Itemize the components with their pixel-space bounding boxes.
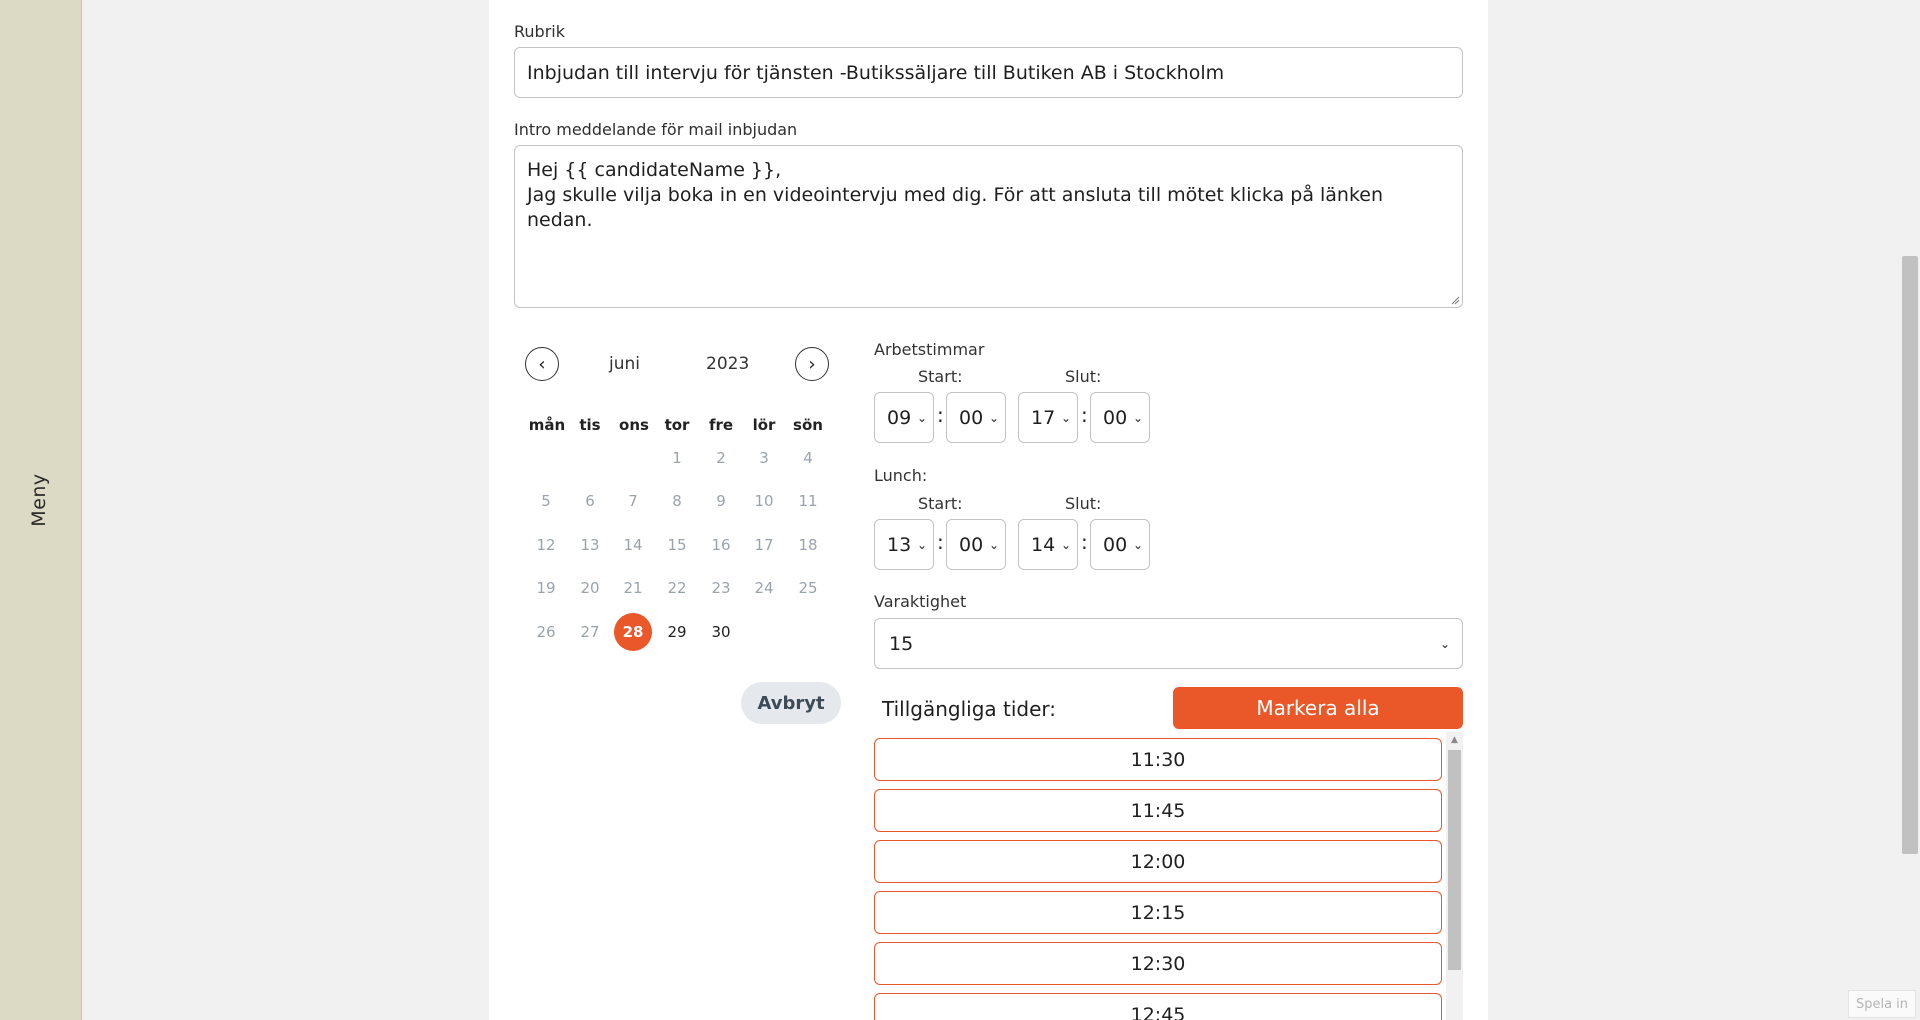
cancel-button[interactable]: Avbryt bbox=[741, 682, 841, 724]
calendar-day-selected[interactable]: 28 bbox=[614, 613, 652, 651]
time-separator: : bbox=[937, 530, 944, 554]
calendar-day: 16 bbox=[711, 536, 731, 554]
select-value: 00 bbox=[1103, 533, 1128, 556]
weekday-label: tis bbox=[579, 416, 601, 434]
calendar-day: 27 bbox=[580, 623, 600, 641]
chevron-down-icon: ⌄ bbox=[988, 537, 999, 552]
menu-toggle[interactable]: Meny bbox=[28, 473, 50, 527]
lunch-start-hour-select[interactable] bbox=[874, 519, 934, 570]
chevron-down-icon: ⌄ bbox=[1132, 410, 1143, 425]
lunch-end-minute-select[interactable] bbox=[1090, 519, 1150, 570]
duration-label: Varaktighet bbox=[874, 592, 967, 611]
select-value: 00 bbox=[959, 406, 984, 429]
work-end-label: Slut: bbox=[1065, 367, 1102, 386]
weekday-label: fre bbox=[708, 416, 734, 434]
intro-textarea[interactable] bbox=[514, 145, 1463, 308]
time-slot-button[interactable]: 11:30 bbox=[874, 738, 1442, 781]
select-value: 14 bbox=[1031, 533, 1056, 556]
side-menu bbox=[0, 0, 82, 1020]
work-start-hour-select[interactable] bbox=[874, 392, 934, 443]
calendar-day: 9 bbox=[716, 492, 726, 510]
calendar-day: 25 bbox=[798, 579, 818, 597]
time-slot-scrollbar-thumb[interactable] bbox=[1448, 750, 1461, 970]
next-month-button[interactable] bbox=[795, 347, 829, 381]
select-value: 00 bbox=[1103, 406, 1128, 429]
work-end-minute-select[interactable] bbox=[1090, 392, 1150, 443]
time-slot-button[interactable]: 12:15 bbox=[874, 891, 1442, 934]
work-start-label: Start: bbox=[918, 367, 963, 386]
chevron-down-icon: ⌄ bbox=[1060, 537, 1071, 552]
work-start-minute-select[interactable] bbox=[946, 392, 1006, 443]
chevron-down-icon: ⌄ bbox=[988, 410, 999, 425]
chevron-down-icon: ⌄ bbox=[916, 410, 927, 425]
time-slot-button[interactable]: 12:45 bbox=[874, 993, 1442, 1020]
calendar-day: 3 bbox=[759, 449, 769, 467]
chevron-down-icon: ⌄ bbox=[1439, 636, 1450, 651]
weekday-label: lör bbox=[752, 416, 776, 434]
duration-select[interactable] bbox=[874, 618, 1463, 669]
calendar-day: 6 bbox=[585, 492, 595, 510]
calendar-day: 22 bbox=[667, 579, 687, 597]
calendar-day: 1 bbox=[672, 449, 682, 467]
calendar-day: 7 bbox=[628, 492, 638, 510]
resize-grip-icon[interactable] bbox=[1450, 295, 1460, 305]
lunch-start-minute-select[interactable] bbox=[946, 519, 1006, 570]
calendar-day: 12 bbox=[536, 536, 556, 554]
calendar-day: 23 bbox=[711, 579, 731, 597]
calendar-day: 2 bbox=[716, 449, 726, 467]
subject-label: Rubrik bbox=[514, 22, 565, 41]
calendar-day: 17 bbox=[754, 536, 774, 554]
time-separator: : bbox=[937, 403, 944, 427]
scroll-up-icon[interactable]: ▲ bbox=[1451, 735, 1458, 745]
calendar-day: 14 bbox=[623, 536, 643, 554]
intro-label: Intro meddelande för mail inbjudan bbox=[514, 120, 798, 139]
select-value: 09 bbox=[887, 406, 912, 429]
chevron-right-icon: › bbox=[808, 353, 816, 375]
page-scrollbar-thumb[interactable] bbox=[1902, 256, 1918, 854]
chevron-left-icon: ‹ bbox=[538, 353, 546, 375]
calendar-day: 19 bbox=[536, 579, 556, 597]
time-separator: : bbox=[1081, 403, 1088, 427]
calendar-day: 10 bbox=[754, 492, 774, 510]
time-slot-list bbox=[874, 732, 1463, 1020]
chevron-down-icon: ⌄ bbox=[916, 537, 927, 552]
calendar-month: juni bbox=[609, 354, 640, 374]
calendar-day: 24 bbox=[754, 579, 774, 597]
lunch-label: Lunch: bbox=[874, 466, 928, 485]
chevron-down-icon: ⌄ bbox=[1132, 537, 1143, 552]
calendar-day: 21 bbox=[623, 579, 643, 597]
page-scrollbar[interactable] bbox=[1900, 0, 1920, 1020]
calendar-day: 15 bbox=[667, 536, 687, 554]
calendar-day: 11 bbox=[798, 492, 818, 510]
mark-all-button[interactable]: Markera alla bbox=[1173, 687, 1463, 729]
available-times-title: Tillgängliga tider: bbox=[882, 697, 1057, 721]
record-badge[interactable]: Spela in bbox=[1848, 990, 1916, 1018]
calendar-day: 18 bbox=[798, 536, 818, 554]
calendar-day: 13 bbox=[580, 536, 600, 554]
weekday-label: tor bbox=[664, 416, 690, 434]
time-slot-button[interactable]: 11:45 bbox=[874, 789, 1442, 832]
calendar-day: 26 bbox=[536, 623, 556, 641]
work-end-hour-select[interactable] bbox=[1018, 392, 1078, 443]
weekday-label: mån bbox=[528, 416, 566, 434]
lunch-start-label: Start: bbox=[918, 494, 963, 513]
calendar-year: 2023 bbox=[706, 354, 750, 374]
calendar-day[interactable]: 29 bbox=[667, 623, 687, 641]
calendar-day: 5 bbox=[541, 492, 551, 510]
weekday-label: sön bbox=[793, 416, 823, 434]
prev-month-button[interactable] bbox=[525, 347, 559, 381]
calendar-day: 8 bbox=[672, 492, 682, 510]
time-slot-button[interactable]: 12:00 bbox=[874, 840, 1442, 883]
time-slot-button[interactable]: 12:30 bbox=[874, 942, 1442, 985]
work-hours-label: Arbetstimmar bbox=[874, 340, 985, 359]
select-value: 17 bbox=[1031, 406, 1056, 429]
select-value: 13 bbox=[887, 533, 912, 556]
select-value: 00 bbox=[959, 533, 984, 556]
calendar-day: 20 bbox=[580, 579, 600, 597]
calendar-day: 4 bbox=[803, 449, 813, 467]
time-slot-scrollbar[interactable] bbox=[1446, 732, 1463, 1020]
time-separator: : bbox=[1081, 530, 1088, 554]
lunch-end-hour-select[interactable] bbox=[1018, 519, 1078, 570]
subject-input[interactable] bbox=[514, 47, 1463, 98]
chevron-down-icon: ⌄ bbox=[1060, 410, 1071, 425]
lunch-end-label: Slut: bbox=[1065, 494, 1102, 513]
calendar-day[interactable]: 30 bbox=[711, 623, 731, 641]
select-value: 15 bbox=[889, 632, 914, 655]
weekday-label: ons bbox=[619, 416, 649, 434]
